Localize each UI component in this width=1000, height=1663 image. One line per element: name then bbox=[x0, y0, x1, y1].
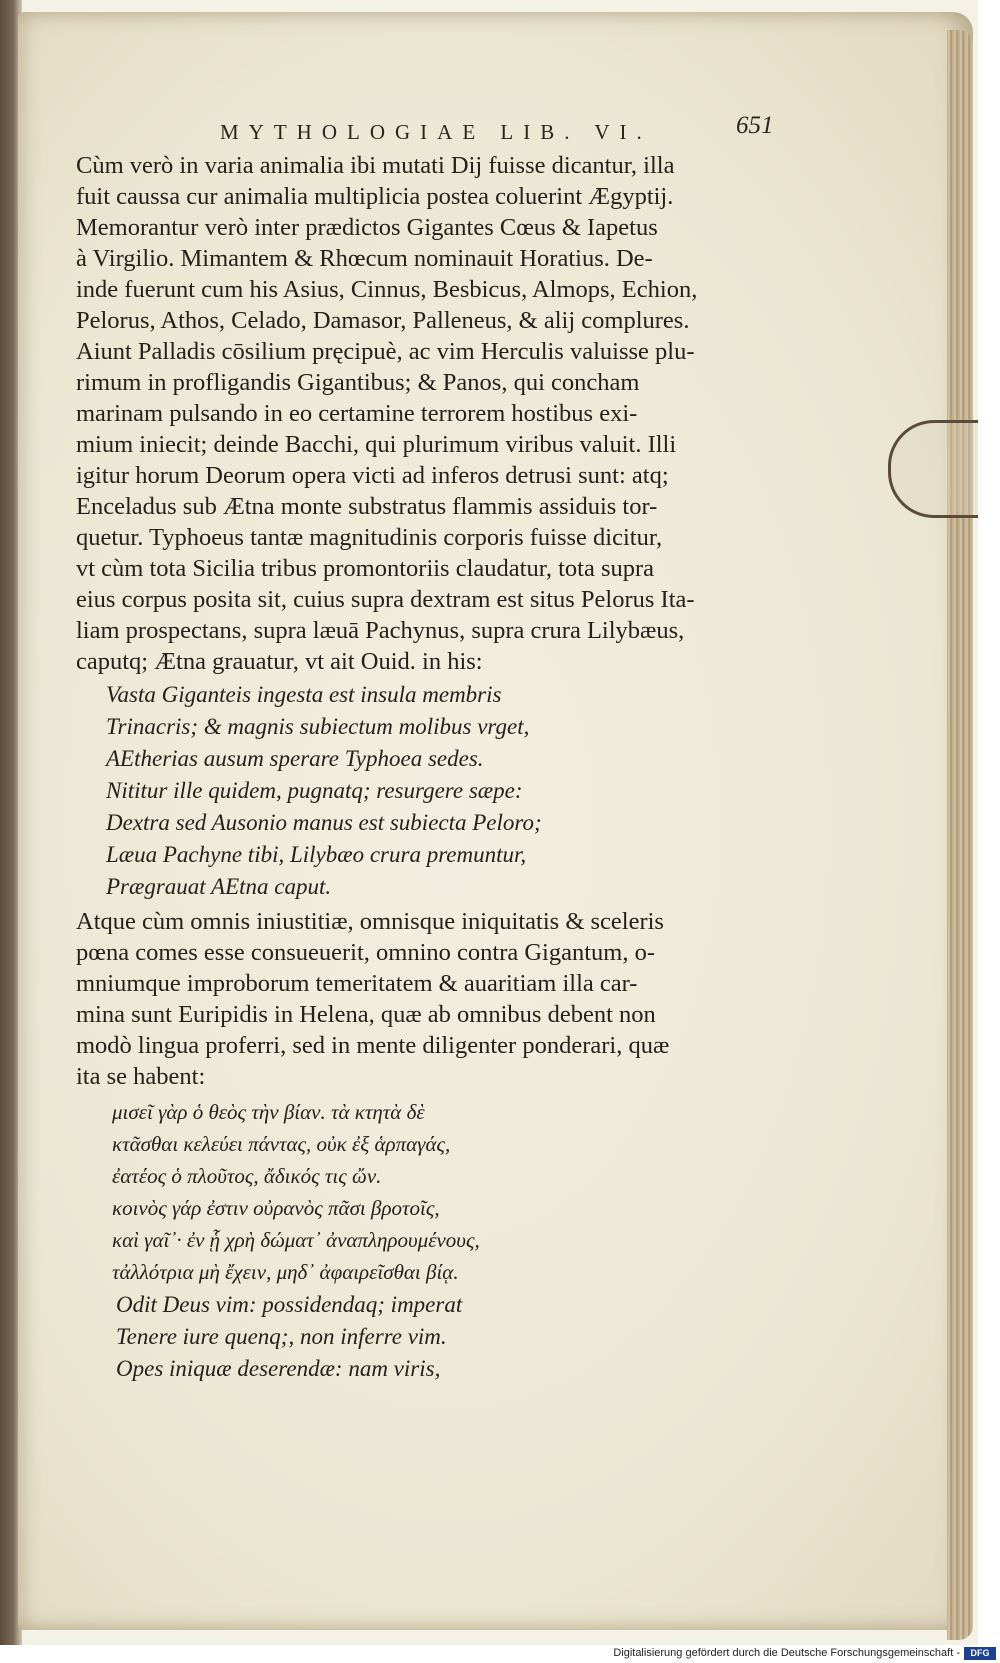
text-line: Cùm verò in varia animalia ibi mutati Dij fuisse dicantur, illa bbox=[76, 152, 675, 179]
page-number: 651 bbox=[736, 112, 774, 139]
text-line: à Virgilio. Mimantem & Rhœcum nominauit Horatius. De- bbox=[76, 245, 653, 272]
verse-line: Dextra sed Ausonio manus est subiecta Peloro; bbox=[106, 810, 542, 835]
greek-line: τἀλλότρια μὴ ἔχειν, μηδ᾽ ἀφαιρεῖσθαι βίᾳ. bbox=[112, 1260, 459, 1284]
text-line: mina sunt Euripidis in Helena, quæ ab omnibus debent non bbox=[76, 1001, 656, 1028]
text-line: Enceladus sub Ætna monte substratus flammis assiduis tor- bbox=[76, 493, 658, 520]
page-edges bbox=[947, 30, 973, 1640]
text-line: marinam pulsando in eo certamine terrorem hostibus exi- bbox=[76, 400, 638, 427]
text-line: Memorantur verò inter prædictos Gigantes Cœus & Iapetus bbox=[76, 214, 658, 241]
page-header bbox=[18, 112, 973, 150]
greek-line: κοινὸς γάρ ἐστιν οὐρανὸς πᾶσι βροτοῖς, bbox=[112, 1196, 440, 1220]
verse-line: AEtherias ausum sperare Typhoea sedes. bbox=[106, 746, 484, 771]
text-line: fuit caussa cur animalia multiplicia postea coluerint Ægyptij. bbox=[76, 183, 674, 210]
text-line: liam prospectans, supra læuā Pachynus, supra crura Lilybæus, bbox=[76, 617, 685, 644]
text-line: Atque cùm omnis iniustitiæ, omnisque iniquitatis & sceleris bbox=[76, 908, 664, 935]
verse-line: Vasta Giganteis ingesta est insula membris bbox=[106, 682, 502, 707]
page-clip bbox=[888, 420, 978, 518]
text-line: rimum in profligandis Gigantibus; & Panos, qui concham bbox=[76, 369, 640, 396]
verse-line: Odit Deus vim: possidendaq; imperat bbox=[116, 1292, 463, 1317]
text-line: mium iniecit; deinde Bacchi, qui plurimum viribus valuit. Illi bbox=[76, 431, 677, 458]
text-line: inde fuerunt cum his Asius, Cinnus, Besbicus, Almops, Echion, bbox=[76, 276, 698, 303]
funding-credit: Digitalisierung gefördert durch die Deutsche Forschungsgemeinschaft - bbox=[613, 1647, 960, 1659]
digitization-footer bbox=[0, 1645, 1000, 1663]
verse-line: Trinacris; & magnis subiectum molibus vrget, bbox=[106, 714, 530, 739]
greek-line: ἐατέος ὁ πλοῦτος, ἄδικός τις ὤν. bbox=[112, 1164, 382, 1188]
verse-line: Opes iniquæ deserendæ: nam viris, bbox=[116, 1356, 441, 1381]
verse-line: Prægrauat AEtna caput. bbox=[106, 874, 332, 899]
greek-line: μισεῖ γὰρ ὁ θεὸς τὴν βίαν. τὰ κτητὰ δὲ bbox=[112, 1100, 425, 1124]
text-line: pœna comes esse consueuerit, omnino contra Gigantum, o- bbox=[76, 939, 656, 966]
greek-line: καὶ γαῖ᾽· ἐν ᾗ χρὴ δώματ᾽ ἀναπληρουμένους, bbox=[112, 1228, 480, 1252]
text-line: eius corpus posita sit, cuius supra dextram est situs Pelorus Ita- bbox=[76, 586, 695, 613]
greek-line: κτᾶσθαι κελεύει πάντας, οὐκ ἐξ ἁρπαγάς, bbox=[112, 1132, 451, 1156]
text-line: Aiunt Palladis cōsilium pręcipuè, ac vim Herculis valuisse plu- bbox=[76, 338, 695, 365]
dfg-logo: DFG bbox=[964, 1647, 996, 1660]
text-line: quetur. Typhoeus tantæ magnitudinis corporis fuisse dicitur, bbox=[76, 524, 663, 551]
text-line: vt cùm tota Sicilia tribus promontoriis claudatur, tota supra bbox=[76, 555, 655, 582]
verse-line: Nititur ille quidem, pugnatq; resurgere sæpe: bbox=[106, 778, 523, 803]
text-line: igitur horum Deorum opera victi ad inferos detrusi sunt: atq; bbox=[76, 462, 669, 489]
text-line: Pelorus, Athos, Celado, Damasor, Palleneus, & alij complures. bbox=[76, 307, 690, 334]
text-line: ita se habent: bbox=[76, 1063, 206, 1090]
verse-line: Læua Pachyne tibi, Lilybæo crura premuntur, bbox=[106, 842, 527, 867]
text-line: mniumque improborum temeritatem & auaritiam illa car- bbox=[76, 970, 638, 997]
text-line: modò lingua proferri, sed in mente diligenter ponderari, quæ bbox=[76, 1032, 670, 1059]
page-surface bbox=[18, 12, 973, 1630]
verse-line: Tenere iure quenq;, non inferre vim. bbox=[116, 1324, 447, 1349]
text-line: caputq; Ætna grauatur, vt ait Ouid. in his: bbox=[76, 648, 483, 675]
running-title: MYTHOLOGIAE LIB. VI. bbox=[220, 120, 652, 144]
